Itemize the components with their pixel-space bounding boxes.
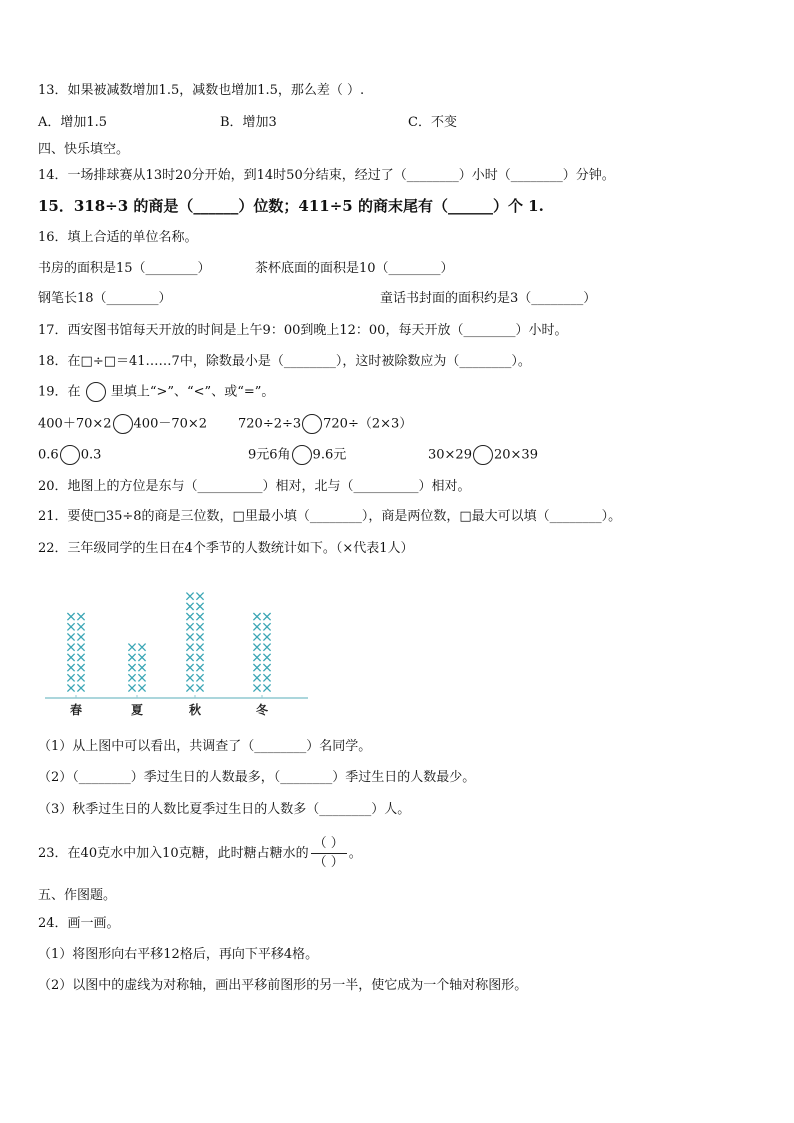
pictograph-cross-mark <box>67 644 74 651</box>
q16-title: 16．填上合适的单位名称。 <box>38 230 198 245</box>
pictograph-cross-mark <box>67 684 74 691</box>
pictograph-cross-mark <box>186 664 193 671</box>
q23-text: 23．在40克水中加入10克糖，此时糖占糖水的 <box>38 846 309 861</box>
pictograph-cross-mark <box>186 654 193 661</box>
q22-sub-3: （3）秋季过生日的人数比夏季过生日的人数多（________）人。 <box>38 802 411 817</box>
q13-option-a: A．增加1.5 <box>38 115 108 130</box>
pictograph-cross-mark <box>263 674 270 681</box>
chart-category-label: 夏 <box>130 703 144 717</box>
compare-circle-icon[interactable] <box>302 414 322 434</box>
pictograph-cross-mark <box>253 664 260 671</box>
q15-text: 15．318÷3 的商是（______）位数；411÷5 的商末尾有（______）个 1. <box>38 197 544 215</box>
pictograph-cross-mark <box>67 674 74 681</box>
fraction-numerator: （ ） <box>311 835 347 854</box>
pictograph-cross-mark <box>138 654 145 661</box>
pictograph-cross-mark <box>196 633 203 640</box>
section-4-heading: 四、快乐填空。 <box>38 142 130 157</box>
q19-instruction-post: 里填上“>”、“<”、或“=”。 <box>110 384 275 400</box>
chart-category-label: 春 <box>69 703 83 717</box>
pictograph-cross-mark <box>128 674 135 681</box>
pictograph-cross-mark <box>196 654 203 661</box>
q19-item-2-right: 720÷（2×3） <box>323 416 413 432</box>
q19-item-5 <box>428 445 538 465</box>
q16-item-a: 书房的面积是15（________） <box>38 261 211 276</box>
pictograph-cross-mark <box>253 654 260 661</box>
q16-item-c: 钢笔长18（________） <box>38 291 172 306</box>
q19-item-4-left: 9元6角 <box>248 447 291 463</box>
q13-option-c: C．不变 <box>408 115 457 130</box>
q19-item-2 <box>238 414 412 434</box>
pictograph-cross-mark <box>77 684 84 691</box>
compare-circle-icon[interactable] <box>473 445 493 465</box>
pictograph-cross-mark <box>263 633 270 640</box>
q23-period: 。 <box>348 846 362 861</box>
pictograph-cross-mark <box>253 684 260 691</box>
pictograph-cross-mark <box>196 603 203 610</box>
q21-text: 21．要使□35÷8的商是三位数，□里最小填（________），商是两位数，□最大可以填（________）。 <box>38 509 622 524</box>
q19-item-5-right: 20×39 <box>493 447 538 463</box>
pictograph-cross-mark <box>253 623 260 630</box>
q24-sub-1: （1）将图形向右平移12格后，再向下平移4格。 <box>38 947 319 962</box>
q22-sub-1: （1）从上图中可以看出，共调查了（________）名同学。 <box>38 739 372 754</box>
pictograph-cross-mark <box>263 684 270 691</box>
q19-item-2-left: 720÷2÷3 <box>238 416 302 432</box>
pictograph-cross-mark <box>186 684 193 691</box>
q19-instruction <box>38 382 274 402</box>
pictograph-cross-mark <box>186 623 193 630</box>
season-pictograph <box>40 570 320 720</box>
pictograph-cross-mark <box>128 654 135 661</box>
q19-instruction-pre: 19．在 <box>38 384 81 400</box>
q18-text: 18．在□÷□＝41……7中，除数最小是（________），这时被除数应为（________）。 <box>38 354 531 369</box>
pictograph-cross-mark <box>67 633 74 640</box>
q19-item-3-left: 0.6 <box>38 447 59 463</box>
pictograph-cross-mark <box>253 633 260 640</box>
pictograph-cross-mark <box>186 593 193 600</box>
pictograph-cross-mark <box>77 664 84 671</box>
fraction-denominator: （ ） <box>313 855 344 870</box>
pictograph-cross-mark <box>138 674 145 681</box>
q13-option-b: B．增加3 <box>220 115 277 130</box>
compare-circle-icon[interactable] <box>60 445 80 465</box>
q19-item-3 <box>38 445 101 465</box>
compare-circle-icon <box>86 382 106 402</box>
pictograph-cross-mark <box>263 644 270 651</box>
pictograph-cross-mark <box>77 654 84 661</box>
pictograph-cross-mark <box>263 623 270 630</box>
pictograph-cross-mark <box>186 633 193 640</box>
q22-sub-2: （2）（________）季过生日的人数最多，（________）季过生日的人数最少。 <box>38 770 476 785</box>
q19-item-1-left: 400＋70×2 <box>38 416 112 432</box>
compare-circle-icon[interactable] <box>292 445 312 465</box>
q19-item-4 <box>248 445 346 465</box>
pictograph-cross-mark <box>253 644 260 651</box>
pictograph-cross-mark <box>138 684 145 691</box>
pictograph-cross-mark <box>263 654 270 661</box>
pictograph-cross-mark <box>67 664 74 671</box>
q24-title: 24．画一画。 <box>38 916 120 931</box>
pictograph-cross-mark <box>196 684 203 691</box>
compare-circle-icon[interactable] <box>113 414 133 434</box>
chart-category-label: 秋 <box>188 703 202 717</box>
q19-item-1 <box>38 414 207 434</box>
section-5-heading: 五、作图题。 <box>38 888 117 903</box>
q22-title: 22．三年级同学的生日在4个季节的人数统计如下。（×代表1人） <box>38 541 414 556</box>
pictograph-cross-mark <box>253 674 260 681</box>
pictograph-cross-mark <box>128 644 135 651</box>
answer-fraction[interactable] <box>311 835 347 872</box>
q17-text: 17．西安图书馆每天开放的时间是上午9：00到晚上12：00，每天开放（________）小时。 <box>38 323 568 338</box>
pictograph-cross-mark <box>77 633 84 640</box>
chart-category-label: 冬 <box>255 703 269 717</box>
pictograph-cross-mark <box>196 644 203 651</box>
pictograph-cross-mark <box>263 613 270 620</box>
pictograph-cross-mark <box>186 674 193 681</box>
pictograph-cross-mark <box>196 593 203 600</box>
pictograph-cross-mark <box>77 613 84 620</box>
pictograph-cross-mark <box>196 623 203 630</box>
pictograph-cross-mark <box>77 623 84 630</box>
q19-item-3-right: 0.3 <box>80 447 102 463</box>
pictograph-cross-mark <box>67 654 74 661</box>
q13-text: 13．如果被减数增加1.5，减数也增加1.5，那么差（ ）. <box>38 83 365 98</box>
pictograph-cross-mark <box>77 644 84 651</box>
pictograph-cross-mark <box>67 613 74 620</box>
pictograph-cross-mark <box>196 664 203 671</box>
pictograph-cross-mark <box>186 644 193 651</box>
pictograph-cross-mark <box>196 613 203 620</box>
q20-text: 20．地图上的方位是东与（__________）相对，北与（__________）相对。 <box>38 479 471 494</box>
pictograph-cross-mark <box>67 623 74 630</box>
pictograph-cross-mark <box>128 664 135 671</box>
pictograph-cross-mark <box>128 684 135 691</box>
pictograph-cross-mark <box>186 603 193 610</box>
q14-text: 14．一场排球赛从13时20分开始，到14时50分结束，经过了（________）小时（________）分钟。 <box>38 168 615 183</box>
q19-item-1-right: 400－70×2 <box>133 416 208 432</box>
pictograph-cross-mark <box>186 613 193 620</box>
pictograph-cross-mark <box>253 613 260 620</box>
q23-line <box>38 834 362 874</box>
q19-item-5-left: 30×29 <box>428 447 472 463</box>
q24-sub-2: （2）以图中的虚线为对称轴，画出平移前图形的另一半，使它成为一个轴对称图形。 <box>38 978 528 993</box>
q16-item-b: 茶杯底面的面积是10（________） <box>255 261 454 276</box>
pictograph-cross-mark <box>263 664 270 671</box>
pictograph-cross-mark <box>196 674 203 681</box>
q16-item-d: 童话书封面的面积约是3（________） <box>380 291 597 306</box>
pictograph-cross-mark <box>138 644 145 651</box>
pictograph-cross-mark <box>77 674 84 681</box>
q19-item-4-right: 9.6元 <box>312 447 347 463</box>
pictograph-cross-mark <box>138 664 145 671</box>
